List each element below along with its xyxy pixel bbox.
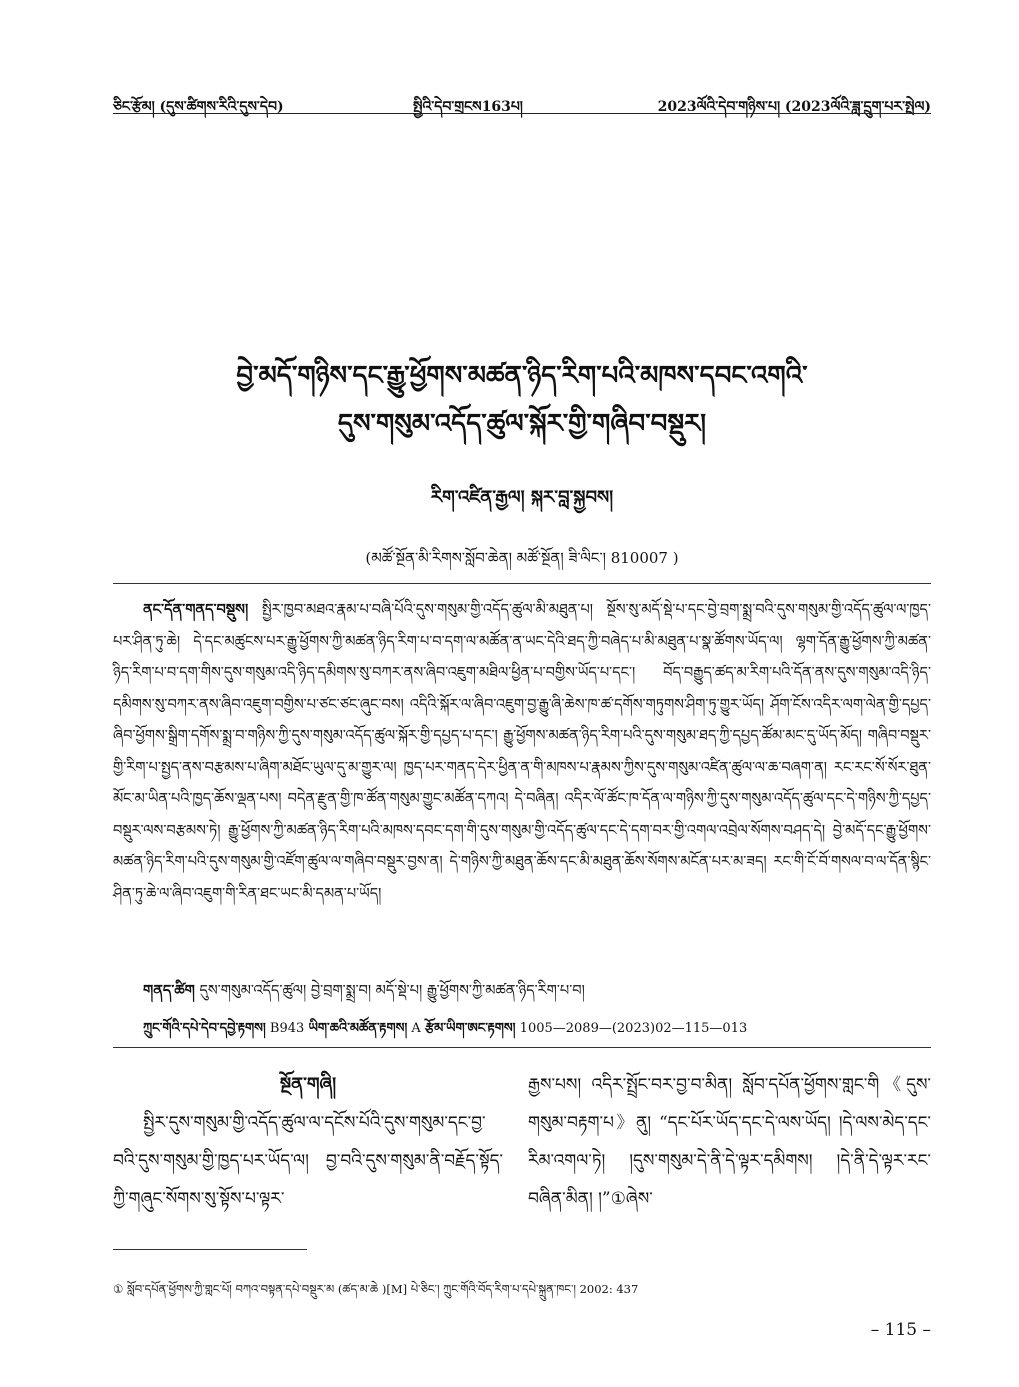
abstract-bottom-divider (113, 1047, 931, 1048)
author-names: རིག་འཛིན་རྒྱལ། སྐར་བླ་སྐྱབས། (430, 487, 614, 508)
body-column-right (528, 1066, 931, 1218)
keywords (143, 974, 931, 1015)
footnote: ① སློབ་དཔོན་ཕྱོགས་ཀྱི་གླང་པོ། བཀའ་བསྟན་དཔེ་བསྡུར་མ (ཚད་མ་ཆེ )[M] པེ་ཅིང་། ཀྲུང་གོའི་བོད་རིག་པ་དཔེ་སྐྲུན་ཁང་། 2002: 437 (113, 1282, 639, 1296)
title-line-2: དུས་གསུམ་འདོད་ཚུལ་སྐོར་གྱི་གཞིབ་བསྡུར། (337, 409, 707, 439)
keywords-text: དུས་གསུམ་འདོད་ཚུལ། བྱེ་བྲག་སྨྲ་བ། མདོ་སྡེ་པ། རྒྱུ་ཕྱོགས་ཀྱི་མཚན་ཉིད་རིག་པ་བ། (199, 983, 585, 999)
clc-code: B943 (269, 1021, 305, 1036)
article-id-label: རྩོམ་ཡིག་ཨང་རྟགས། (424, 1021, 516, 1036)
author-affiliation: (མཚོ་སྔོན་མི་རིགས་སློབ་ཆེན། མཚོ་སྔོན། ཟི་ལིང་། 810007 ) (365, 549, 679, 567)
keywords-label: གནད་ཚིག (143, 982, 195, 999)
running-header (113, 86, 931, 115)
abstract-label: ནང་དོན་གནད་བསྡུས། (143, 601, 249, 618)
article-id: 1005—2089—(2023)02—115—013 (519, 1021, 748, 1036)
body-paragraph: རྒྱས་པས། འདིར་སྤྲོང་བར་བྱ་བ་མིན། སློབ་དཔོན་ཕྱོགས་གླང་གི《དུས་གསུམ་བརྟག་པ》ནུ། “དང་པོར་ཡོད་དང་དེ་ལས་ཡོད། །དེ་ལས་མེད་དང་རིམ་འགལ་ཏེ། །དུས་གསུམ་དེ་ནི་དེ་ལྟར་དམིགས། །དེ་ནི་དེ་ལྟར་རང་བཞིན་མིན། །”①ཞེས་ (528, 1075, 931, 1209)
header-divider (113, 113, 931, 114)
abstract (113, 594, 931, 910)
section-heading: སྔོན་གཞི། (279, 1074, 337, 1095)
clc-label: ཀྲུང་གོའི་དཔེ་དེབ་དབྱེ་རྟགས། (143, 1021, 266, 1036)
issue-date: 2023ལོའི་དེབ་གཉིས་པ། (2023ལོའི་ཟླ་དྲུག་པར་སྤེལ) (657, 99, 931, 115)
article-title (113, 352, 931, 448)
body-paragraph: སྤྱིར་དུས་གསུམ་གྱི་འདོད་ཚུལ་ལ་དངོས་པོའི་དུས་གསུམ་དང་བྱ་བའི་དུས་གསུམ་གྱི་ཁྱད་པར་ཡོད་ལ། བྱ་བའི་དུས་གསུམ་ནི་བརྗོད་སྟོད་ཀྱི་གཞུང་སོགས་སུ་སྟོས་པ་ལྟར་ (113, 1113, 503, 1209)
title-line-1: བྱེ་མདོ་གཉིས་དང་རྒྱུ་ཕྱོགས་མཚན་ཉིད་རིག་པའི་མཁས་དབང་འགའི་ (236, 361, 808, 391)
issue-number: སྤྱིའི་དེབ་གྲངས163པ། (413, 99, 523, 115)
doc-code: A (411, 1021, 421, 1036)
footnote-divider (113, 1249, 307, 1250)
abstract-top-divider (113, 583, 931, 584)
doc-code-label: ཡིག་ཆའི་མཚོན་རྟགས། (308, 1021, 408, 1036)
abstract-text: སྤྱིར་ཁྱབ་མཐའ་རྣམ་པ་བཞི་པོའི་དུས་གསུམ་གྱི་འདོད་ཚུལ་མི་མཐུན་པ། སྔོས་སུ་མདོ་སྡེ་པ་དང་བྱེ་བྲག་སྨྲ་བའི་དུས་གསུམ་གྱི་འདོད་ཚུལ་ལ་ཁྱད་པར་ཤིན་ཏུ་ཆེ། དེ་དང་མཚུངས་པར་རྒྱུ་ཕྱོགས་ཀྱི་མཚན་ཉིད་རིག་པ་བ་དག་ལ་མཚོན་ན་ཡང་དེའི་ཐད་ཀྱི་བཞེད་པ་མི་མཐུན་པ་སྣ་ཚོགས་ཡོད་ལ། ལྷག་དོན་རྒྱུ་ཕྱོགས་ཀྱི་མཚན་ཉིད་རིག་པ་བ་དག་གིས་དུས་གསུམ་འདི་ཉིད་དམིགས་སུ་བཀར་ནས་ཞིབ་འཇུག་མཐིལ་ཕྱིན་པ་བགྱིས་ཡོད་པ་དང་། བོད་བརྒྱུད་ཚད་མ་རིག་པའི་དོན་ནས་དུས་གསུམ་འདི་ཉིད་དམིགས་སུ་བཀར་ནས་ཞིབ་འཇུག་བགྱིས་པ་ཙང་ཙང་ཞུང་བས། འདིའི་སྐོར་ལ་ཞིབ་འཇུག་བྱ་རྒྱུ་ཞི་ཆེས་ཁ་ཚ་དགོས་གཏུགས་ཤིག་ཏུ་གྱུར་ཡོད། ཤོག་ངོས་འདིར་ལག་ལེན་གྱི་དཔྱད་ཞིབ་ཕྱོགས་སྒྲིག་དགོས་སྨྲ་བ་གཉིས་ཀྱི་དུས་གསུམ་འདོད་ཚུལ་སྐོར་གྱི་དཔྱད་པ་དང་། རྒྱུ་ཕྱོགས་མཚན་ཉིད་རིག་པའི་དུས་གསུམ་ཐད་ཀྱི་དཔྱད་ཚོམ་མང་དུ་ཡོད་མོད། གཞིབ་བསྡུར་གྱི་རིག་པ་སྤྱད་ནས་བརྩམས་པ་ཞིག་མཐོང་ཡུལ་དུ་མ་གྱུར་ལ། ཁྱད་པར་གནད་དེར་ཕྱིན་ན་གི་མཁས་པ་རྣམས་ཀྱིས་དུས་གསུམ་འཛིན་ཚུལ་ལ་ཆ་བཞག་ན། རང་རང་སོ་སོར་ཐུན་མོང་མ་ཡིན་པའི་ཁྱད་ཆོས་ལྡན་པས། བདེན་རྫུན་གྱི་ཁ་ཚོན་གསུམ་གྱུང་མཚོན་དཀའ། དེ་བཞིན། འདིར་ལོ་ཚོང་ཁ་དོན་ལ་གཉིས་ཀྱི་དུས་གསུམ་འདོད་ཚུལ་དང་དེ་གཉིས་ཀྱི་དཔྱད་བསྡུར་ལས་བརྩམས་ཏེ། རྒྱུ་ཕྱོགས་ཀྱི་མཚན་ཉིད་རིག་པའི་མཁས་དབང་དག་གི་དུས་གསུམ་གྱི་འདོད་ཚུལ་དང་དེ་དག་བར་གྱི་འགལ་འབྲེལ་སོགས་བཤད་དེ། བྱེ་མདོ་དང་རྒྱུ་ཕྱོགས་མཚན་ཉིད་རིག་པའི་དུས་གསུམ་གྱི་འཛོག་ཚུལ་ལ་གཞིབ་བསྡུར་བྱས་ན། དེ་གཉིས་ཀྱི་མཐུན་ཆོས་དང་མི་མཐུན་ཆོས་སོགས་མངོན་པར་མ་ཟད། རང་གི་ངོ་བོ་གསལ་བ་ལ་དོན་སྙིང་ཤིན་ཏུ་ཆེ་ལ་ཞིབ་འཇུག་གི་རིན་ཐང་ཡང་མི་དམན་པ་ཡོད། (113, 602, 931, 902)
body-column-left (113, 1066, 503, 1218)
page-number: – 115 – (870, 1320, 931, 1340)
classification-line (143, 1013, 931, 1050)
journal-name: ཅིང་རྩོམ། (དུས་ཚིགས་རིའི་དུས་དེབ) (113, 99, 284, 115)
